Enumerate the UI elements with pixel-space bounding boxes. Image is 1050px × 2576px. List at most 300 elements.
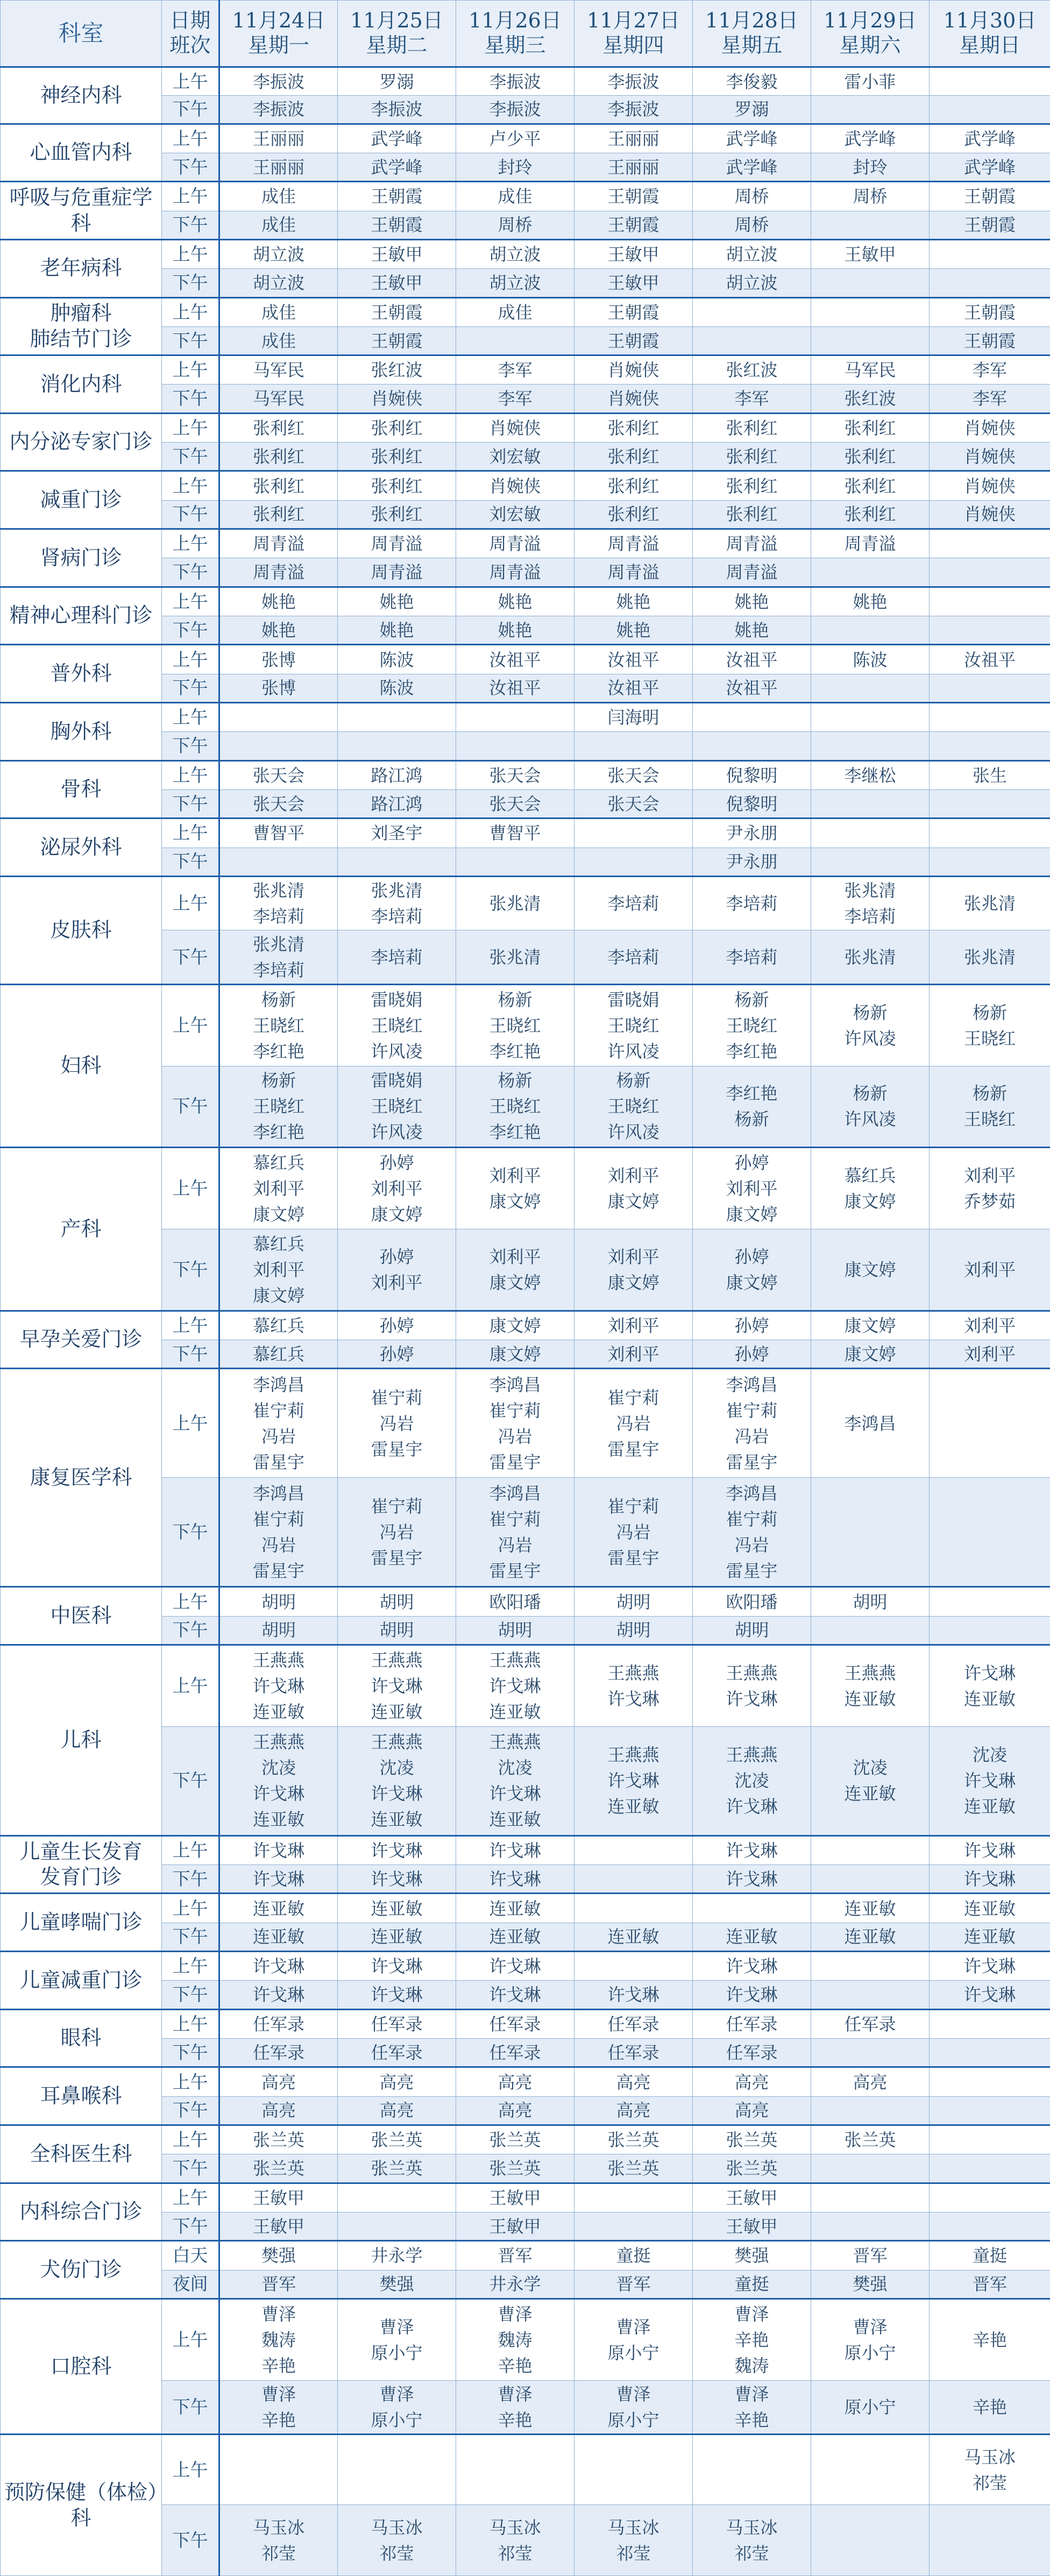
doctor-name: 姚艳 [734,591,769,612]
doctor-name: 王朝霞 [371,186,423,207]
duty-cell [930,2241,1050,2270]
duty-cell [456,930,574,984]
doctor-name: 许戈琳 [371,1984,423,2005]
doctor-name: 许戈琳 [489,1868,541,1889]
doctor-name: 张兆清 [844,947,896,967]
schedule-row [1,1645,1050,1727]
doctor-name: 连亚敏 [371,1701,423,1722]
shift-label: 上午 [162,819,219,848]
duty-cell [693,1923,811,1951]
shift-label: 下午 [162,2380,219,2434]
header-row [1,1,1050,67]
duty-cell [338,2241,456,2270]
duty-cell [338,1587,456,1616]
shift-label: 白天 [162,2241,219,2270]
doctor-name: 王朝霞 [963,330,1016,351]
schedule-row [1,1587,1050,1616]
duty-cell [456,558,574,587]
doctor-name: 康文婷 [252,1204,304,1225]
schedule-row [1,239,1050,268]
duty-cell [338,1148,456,1229]
schedule-row [1,182,1050,211]
doctor-name: 许戈琳 [963,1770,1016,1791]
duty-cell [574,2039,693,2067]
duty-cell [693,703,811,732]
doctor-name: 李鸿昌 [252,1483,304,1504]
doctor-name: 刘利平 [252,1178,304,1199]
doctor-name: 连亚敏 [726,1926,778,1947]
duty-cell [219,1923,338,1951]
doctor-name: 孙婷 [379,1246,414,1267]
duty-cell [930,1340,1050,1369]
duty-cell [219,1587,338,1616]
duty-cell [811,269,930,297]
doctor-name: 周青溢 [607,562,659,583]
doctor-name: 魏涛 [261,2329,296,2350]
duty-cell [574,239,693,268]
duty-cell [693,2435,811,2505]
doctor-name: 雷晓娟 [371,989,423,1010]
doctor-name: 樊强 [261,2245,296,2266]
duty-cell [338,2096,456,2125]
doctor-name: 王敏甲 [371,244,423,265]
doctor-name: 周桥 [734,215,769,236]
doctor-name: 姚艳 [616,591,651,612]
doctor-name: 王朝霞 [963,302,1016,323]
doctor-name: 许戈琳 [963,1984,1016,2005]
duty-cell [693,1340,811,1369]
duty-cell [930,1981,1050,2009]
doctor-name: 张兆清 [252,934,304,955]
duty-cell [693,587,811,616]
doctor-name: 杨新 [972,1002,1007,1023]
duty-cell [574,2154,693,2183]
doctor-name: 刘利平 [607,1165,659,1186]
duty-cell [456,385,574,413]
doctor-name: 雷晓娟 [371,1070,423,1091]
schedule-row [1,1952,1050,1981]
doctor-name: 张利红 [252,504,304,525]
duty-cell [574,674,693,702]
doctor-name: 胡明 [616,1591,651,1612]
doctor-name: 王敏甲 [726,2187,778,2208]
doctor-name: 许戈琳 [726,1796,778,1817]
doctor-name: 连亚敏 [252,1701,304,1722]
doctor-name: 胡立波 [726,244,778,265]
duty-cell [219,1726,338,1835]
duty-cell [219,124,338,153]
duty-cell [338,1340,456,1369]
duty-cell [811,848,930,876]
duty-cell [219,2154,338,2183]
doctor-name: 姚艳 [261,591,296,612]
shift-label: 上午 [162,2299,219,2380]
duty-cell [693,984,811,1066]
doctor-name: 刘圣宇 [371,823,423,844]
duty-cell [338,2299,456,2380]
doctor-name: 张兆清 [371,880,423,901]
doctor-name: 雷晓娟 [607,989,659,1010]
duty-cell [930,587,1050,616]
duty-cell [456,587,574,616]
duty-cell [574,789,693,818]
duty-cell [693,1981,811,2009]
doctor-name: 李培莉 [371,947,423,967]
doctor-name: 王丽丽 [607,128,659,149]
shift-label: 下午 [162,1923,219,1951]
doctor-name: 连亚敏 [844,1926,896,1947]
duty-cell [456,211,574,239]
doctor-name: 康文婷 [844,1191,896,1212]
duty-cell [338,760,456,789]
duty-cell [219,1229,338,1311]
shift-label: 上午 [162,239,219,268]
doctor-name: 杨新 [498,989,533,1010]
duty-cell [456,732,574,760]
duty-cell [811,1923,930,1951]
doctor-name: 冯岩 [261,1426,296,1447]
doctor-name: 许风凌 [607,1122,659,1143]
doctor-name: 曹智平 [252,823,304,844]
shift-label: 下午 [162,1478,219,1587]
doctor-name: 樊强 [853,2274,888,2295]
duty-cell [456,2435,574,2505]
doctor-name: 许戈琳 [371,1783,423,1804]
duty-cell [219,674,338,702]
day-header [574,1,693,67]
doctor-name: 刘利平 [726,1178,778,1199]
doctor-name: 康文婷 [489,1272,541,1293]
doctor-name: 崔宁莉 [489,1508,541,1529]
doctor-name: 许戈琳 [607,1688,659,1709]
duty-cell [574,182,693,211]
doctor-name: 张利红 [252,446,304,467]
doctor-name: 井永学 [489,2274,541,2295]
department-name: 耳鼻喉科 [1,2067,162,2125]
duty-cell [219,732,338,760]
doctor-name: 李鸿昌 [844,1413,896,1434]
department-name: 儿童减重门诊 [1,1952,162,2010]
shift-label: 上午 [162,2009,219,2038]
duty-cell [219,529,338,558]
doctor-name: 连亚敏 [489,1809,541,1830]
doctor-name: 许戈琳 [963,1956,1016,1977]
duty-cell [811,1148,930,1229]
duty-cell [219,2435,338,2505]
duty-cell [811,819,930,848]
duty-cell [811,2505,930,2576]
duty-cell [574,760,693,789]
doctor-name: 任军录 [252,2042,304,2063]
doctor-name: 雷星宇 [726,1560,778,1581]
schedule-body [1,67,1050,2576]
doctor-name: 张兆清 [489,893,541,914]
duty-cell [456,2125,574,2154]
duty-cell [456,1865,574,1894]
duty-cell [811,355,930,385]
doctor-name: 李培莉 [726,893,778,914]
duty-cell [338,2212,456,2240]
date-slot-header [162,1,219,67]
doctor-name: 辛艳 [972,2329,1007,2350]
doctor-name: 张利红 [726,417,778,438]
doctor-name: 任军录 [607,2042,659,2063]
duty-cell [338,984,456,1066]
shift-label: 上午 [162,645,219,674]
duty-cell [693,67,811,96]
duty-cell [338,616,456,645]
duty-cell [574,848,693,876]
duty-cell [219,1865,338,1894]
doctor-name: 罗溺 [379,71,414,92]
doctor-name: 陈波 [379,649,414,670]
shift-label: 上午 [162,1148,219,1229]
duty-cell [930,355,1050,385]
doctor-name: 高亮 [734,2100,769,2121]
doctor-name: 马军民 [252,388,304,409]
doctor-name: 许戈琳 [489,1956,541,1977]
duty-cell [456,1369,574,1478]
duty-cell [811,2241,930,2270]
doctor-name: 崔宁莉 [371,1496,423,1517]
duty-cell [693,930,811,984]
doctor-name: 许戈琳 [371,1675,423,1696]
doctor-name: 任军录 [726,2013,778,2034]
duty-cell [456,819,574,848]
duty-cell [456,2241,574,2270]
duty-cell [456,355,574,385]
duty-cell [456,848,574,876]
doctor-name: 杨新 [498,1070,533,1091]
doctor-name: 李俊毅 [726,71,778,92]
duty-cell [811,1340,930,1369]
doctor-name: 张利红 [252,475,304,496]
doctor-name: 任军录 [371,2042,423,2063]
doctor-name: 高亮 [379,2072,414,2093]
duty-cell [574,96,693,124]
shift-label: 上午 [162,984,219,1066]
doctor-name: 张兰英 [252,2158,304,2179]
doctor-name: 张兰英 [607,2130,659,2151]
duty-cell [456,2505,574,2576]
duty-cell [693,211,811,239]
duty-cell [693,239,811,268]
duty-cell [574,385,693,413]
doctor-name: 刘利平 [963,1343,1016,1364]
doctor-name: 李培莉 [844,906,896,927]
doctor-name: 王敏甲 [252,2216,304,2237]
doctor-name: 周青溢 [726,533,778,554]
duty-cell [811,2154,930,2183]
duty-cell [693,819,811,848]
doctor-name: 崔宁莉 [252,1508,304,1529]
doctor-name: 许戈琳 [252,1783,304,1804]
duty-cell [930,471,1050,500]
duty-cell [338,558,456,587]
duty-cell [693,413,811,442]
duty-cell [811,1311,930,1340]
department-name: 皮肤科 [1,876,162,984]
duty-cell [574,1369,693,1478]
doctor-name: 李军 [972,388,1007,409]
doctor-name: 许风凌 [844,1109,896,1130]
duty-cell [338,355,456,385]
doctor-name: 李振波 [252,99,304,120]
doctor-name: 武学峰 [963,128,1016,149]
duty-cell [930,67,1050,96]
doctor-name: 陈波 [379,678,414,699]
duty-cell [219,471,338,500]
doctor-name: 许风凌 [371,1122,423,1143]
doctor-name: 冯岩 [734,1426,769,1447]
doctor-name: 王朝霞 [607,330,659,351]
duty-cell [930,2154,1050,2183]
doctor-name: 张利红 [607,504,659,525]
doctor-name: 张红波 [371,360,423,381]
doctor-name: 张利红 [371,446,423,467]
doctor-name: 高亮 [616,2100,651,2121]
duty-cell [574,876,693,930]
duty-cell [811,930,930,984]
duty-cell [811,2096,930,2125]
duty-cell [456,2009,574,2038]
doctor-name: 沈凌 [379,1757,414,1778]
doctor-name: 许戈琳 [252,1956,304,1977]
doctor-name: 马军民 [844,360,896,381]
duty-cell [219,1645,338,1727]
shift-label: 上午 [162,703,219,732]
duty-cell [574,211,693,239]
duty-cell [338,326,456,355]
department-name: 泌尿外科 [1,819,162,877]
doctor-name: 慕红兵 [844,1165,896,1186]
duty-cell [219,413,338,442]
shift-label: 上午 [162,413,219,442]
duty-cell [456,239,574,268]
duty-cell [219,645,338,674]
duty-cell [693,876,811,930]
duty-cell [693,1478,811,1587]
duty-cell [338,269,456,297]
duty-cell [574,1835,693,1865]
duty-cell [219,1148,338,1229]
doctor-name: 肖婉侠 [963,446,1016,467]
doctor-name: 封玲 [853,156,888,177]
doctor-name: 祁莹 [498,2543,533,2564]
shift-label: 下午 [162,616,219,645]
shift-label: 下午 [162,2212,219,2240]
doctor-name: 杨新 [853,1002,888,1023]
duty-cell [811,500,930,529]
duty-cell [811,616,930,645]
doctor-name: 许戈琳 [489,1783,541,1804]
schedule-row [1,2435,1050,2505]
duty-cell [811,558,930,587]
doctor-name: 许戈琳 [607,1984,659,2005]
duty-cell [219,67,338,96]
doctor-name: 肖婉侠 [371,388,423,409]
duty-cell [456,703,574,732]
duty-cell [930,760,1050,789]
duty-cell [219,760,338,789]
duty-cell [930,96,1050,124]
doctor-name: 李红艳 [726,1083,778,1104]
doctor-name: 冯岩 [379,1521,414,1542]
doctor-name: 曹泽 [616,2316,651,2337]
duty-cell [574,1311,693,1340]
duty-cell [338,124,456,153]
duty-cell [930,443,1050,471]
duty-cell [456,297,574,326]
doctor-name: 冯岩 [616,1413,651,1434]
duty-cell [574,1229,693,1311]
doctor-name: 张利红 [371,417,423,438]
duty-cell [219,2270,338,2299]
duty-cell [574,529,693,558]
doctor-name: 连亚敏 [607,1926,659,1947]
doctor-name: 连亚敏 [844,1783,896,1804]
duty-cell [811,297,930,326]
duty-cell [574,1952,693,1981]
doctor-name: 许戈琳 [726,1868,778,1889]
doctor-name: 周青溢 [371,562,423,583]
schedule-row [1,984,1050,1066]
doctor-name: 许戈琳 [252,1984,304,2005]
doctor-name: 冯岩 [498,1426,533,1447]
duty-cell [811,1726,930,1835]
doctor-name: 周青溢 [252,533,304,554]
doctor-name: 武学峰 [371,128,423,149]
schedule-row [1,124,1050,153]
duty-cell [930,1311,1050,1340]
duty-cell [930,789,1050,818]
duty-cell [574,1587,693,1616]
duty-cell [930,1835,1050,1865]
duty-cell [574,2009,693,2038]
shift-label: 下午 [162,153,219,181]
doctor-name: 胡明 [853,1591,888,1612]
duty-cell [930,2212,1050,2240]
duty-cell [456,645,574,674]
duty-cell [693,96,811,124]
duty-cell [930,385,1050,413]
duty-cell [693,558,811,587]
doctor-name: 辛艳 [498,2409,533,2430]
duty-cell [811,984,930,1066]
duty-cell [693,529,811,558]
schedule-row [1,1148,1050,1229]
duty-cell [338,732,456,760]
schedule-row [1,2009,1050,2038]
doctor-name: 王敏甲 [726,2216,778,2237]
doctor-name: 张兆清 [963,893,1016,914]
doctor-name: 雷小菲 [844,71,896,92]
duty-cell [811,2435,930,2505]
duty-cell [930,703,1050,732]
schedule-row [1,1894,1050,1923]
duty-cell [811,1835,930,1865]
duty-cell [930,239,1050,268]
doctor-name: 成佳 [261,330,296,351]
shift-label: 下午 [162,2096,219,2125]
doctor-name: 路江鸿 [371,765,423,786]
doctor-name: 李鸿昌 [726,1374,778,1395]
duty-cell [930,1369,1050,1478]
shift-label: 上午 [162,1587,219,1616]
doctor-name: 王朝霞 [371,302,423,323]
duty-cell [338,2380,456,2434]
duty-cell [693,2154,811,2183]
